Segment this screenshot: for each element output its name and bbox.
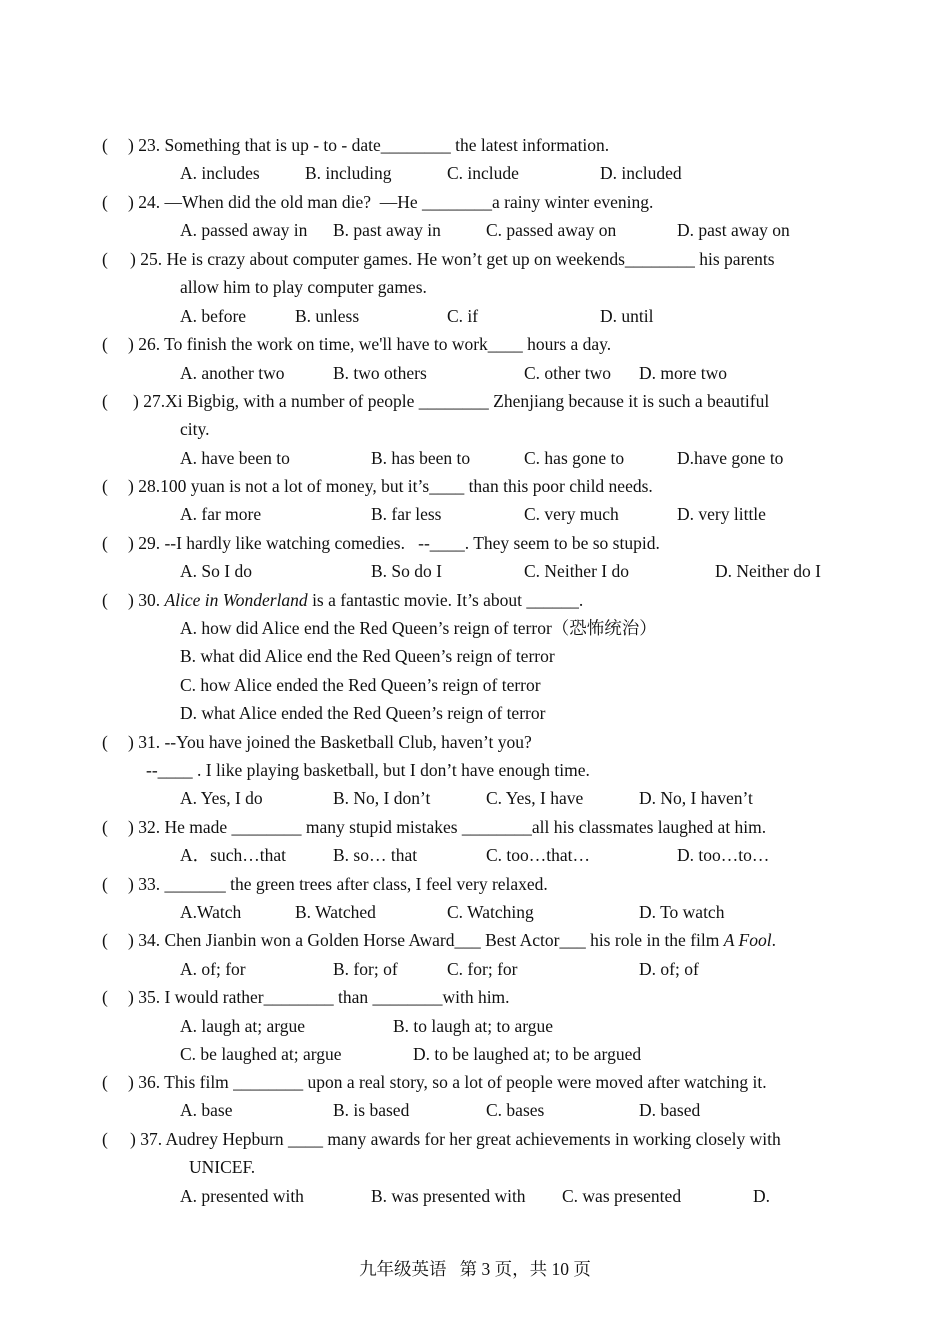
question-30-stem [128,589,583,611]
q32-option-a: A．such…that [180,845,286,865]
q36-option-c: C. bases [486,1100,545,1120]
q36-option-a: A. base [180,1100,233,1120]
q27-option-c: C. has gone to [524,448,625,468]
q35-option-b: B. to laugh at; to argue [393,1016,554,1036]
q28-option-c: C. very much [524,504,619,524]
question-23-stem: ) 23. Something that is up - to - date________ the latest information. [128,135,610,155]
answer-paren: ( [102,135,108,155]
question-36-stem: ) 36. This film ________ upon a real story, so a lot of people were moved after watching it. [128,1072,767,1092]
q33-option-a: A.Watch [180,902,242,922]
question-30-stem-pre: ) 30. [128,590,165,610]
answer-paren: ( [102,590,108,610]
question-26-stem: ) 26. To finish the work on time, we'll have to work____ hours a day. [128,334,612,354]
q37-option-c: C. was presented [562,1186,682,1206]
answer-paren: ( [102,533,108,553]
question-27-stem-cont: city. [180,419,210,439]
q28-option-b: B. far less [371,504,442,524]
answer-paren: ( [102,391,108,411]
q30-option-c: C. how Alice ended the Red Queen’s reign of terror [180,675,541,695]
q26-option-c: C. other two [524,363,612,383]
answer-paren: ( [102,476,108,496]
q33-option-d: D. To watch [639,902,725,922]
q34-option-b: B. for; of [333,959,398,979]
q35-option-d: D. to be laughed at; to be argued [413,1044,642,1064]
q36-option-b: B. is based [333,1100,410,1120]
q26-option-d: D. more two [639,363,727,383]
film-title: A Fool [723,930,772,950]
answer-paren: ( [102,874,108,894]
q25-option-b: B. unless [295,306,360,326]
answer-paren: ( [102,732,108,752]
q24-option-a: A. passed away in [180,220,308,240]
q27-option-a: A. have been to [180,448,290,468]
q32-option-b: B. so… that [333,845,418,865]
q28-option-d: D. very little [677,504,766,524]
q25-option-d: D. until [600,306,654,326]
q35-option-a: A. laugh at; argue [180,1016,306,1036]
q29-option-a: A. So I do [180,561,252,581]
question-27-stem: ) 27.Xi Bigbig, with a number of people ________ Zhenjiang because it is such a beautiful [133,391,770,411]
question-31-stem-cont: --____ . I like playing basketball, but I don’t have enough time. [146,760,590,780]
answer-paren: ( [102,987,108,1007]
question-32-stem: ) 32. He made ________ many stupid mistakes ________all his classmates laughed at him. [128,817,767,837]
q26-option-b: B. two others [333,363,427,383]
q34-option-c: C. for; for [447,959,518,979]
q32-option-d: D. too…to… [677,845,770,865]
q27-option-b: B. has been to [371,448,471,468]
question-34-stem [128,929,776,951]
question-30-stem-post: is a fantastic movie. It’s about ______. [307,590,584,610]
q23-option-b: B. including [305,163,392,183]
q23-option-c: C. include [447,163,519,183]
question-37-stem-cont: UNICEF. [189,1157,256,1177]
question-25-stem-cont: allow him to play computer games. [180,277,427,297]
answer-paren: ( [102,334,108,354]
page-footer: 九年级英语 第 3 页，共 10 页 [359,1259,591,1279]
q24-option-c: C. passed away on [486,220,617,240]
question-37-stem: ) 37. Audrey Hepburn ____ many awards for her great achievements in working closely with [130,1129,781,1149]
q29-option-d: D. Neither do I [715,561,821,581]
q25-option-a: A. before [180,306,247,326]
q36-option-d: D. based [639,1100,701,1120]
q27-option-d: D.have gone to [677,448,784,468]
q31-option-c: C. Yes, I have [486,788,584,808]
q33-option-b: B. Watched [295,902,376,922]
answer-paren: ( [102,817,108,837]
q26-option-a: A. another two [180,363,285,383]
q23-option-a: A. includes [180,163,260,183]
q25-option-c: C. if [447,306,479,326]
question-29-stem: ) 29. --I hardly like watching comedies. --____. They seem to be so stupid. [128,533,660,553]
q30-option-b: B. what did Alice end the Red Queen’s reign of terror [180,646,555,666]
q23-option-d: D. included [600,163,682,183]
q37-option-d: D. [753,1186,771,1206]
q28-option-a: A. far more [180,504,262,524]
q30-option-a: A. how did Alice end the Red Queen’s reign of terror（恐怖统治） [180,618,657,638]
question-35-stem: ) 35. I would rather________ than ________with him. [128,987,510,1007]
q29-option-c: C. Neither I do [524,561,629,581]
q37-option-a: A. presented with [180,1186,304,1206]
question-34-stem-pre: ) 34. Chen Jianbin won a Golden Horse Award___ Best Actor___ his role in the film [128,930,724,950]
q32-option-c: C. too…that… [486,845,591,865]
q37-option-b: B. was presented with [371,1186,526,1206]
question-24-stem: ) 24. —When did the old man die? —He ________a rainy winter evening. [128,192,654,212]
question-31-stem: ) 31. --You have joined the Basketball Club, haven’t you? [128,732,532,752]
q24-option-d: D. past away on [677,220,790,240]
q31-option-a: A. Yes, I do [180,788,263,808]
q34-option-d: D. of; of [639,959,699,979]
q35-option-c: C. be laughed at; argue [180,1044,342,1064]
answer-paren: ( [102,1072,108,1092]
question-25-stem: ) 25. He is crazy about computer games. He won’t get up on weekends________ his parents [130,249,775,269]
movie-title: Alice in Wonderland [164,590,308,610]
q34-option-a: A. of; for [180,959,246,979]
answer-paren: ( [102,930,108,950]
q24-option-b: B. past away in [333,220,441,240]
answer-paren: ( [102,192,108,212]
answer-paren: ( [102,1129,108,1149]
q31-option-b: B. No, I don’t [333,788,431,808]
answer-paren: ( [102,249,108,269]
q33-option-c: C. Watching [447,902,534,922]
q29-option-b: B. So do I [371,561,442,581]
question-33-stem: ) 33. _______ the green trees after class, I feel very relaxed. [128,874,548,894]
question-28-stem: ) 28.100 yuan is not a lot of money, but it’s____ than this poor child needs. [128,476,653,496]
question-34-stem-post: . [771,930,776,950]
q31-option-d: D. No, I haven’t [639,788,753,808]
q30-option-d: D. what Alice ended the Red Queen’s reign of terror [180,703,546,723]
